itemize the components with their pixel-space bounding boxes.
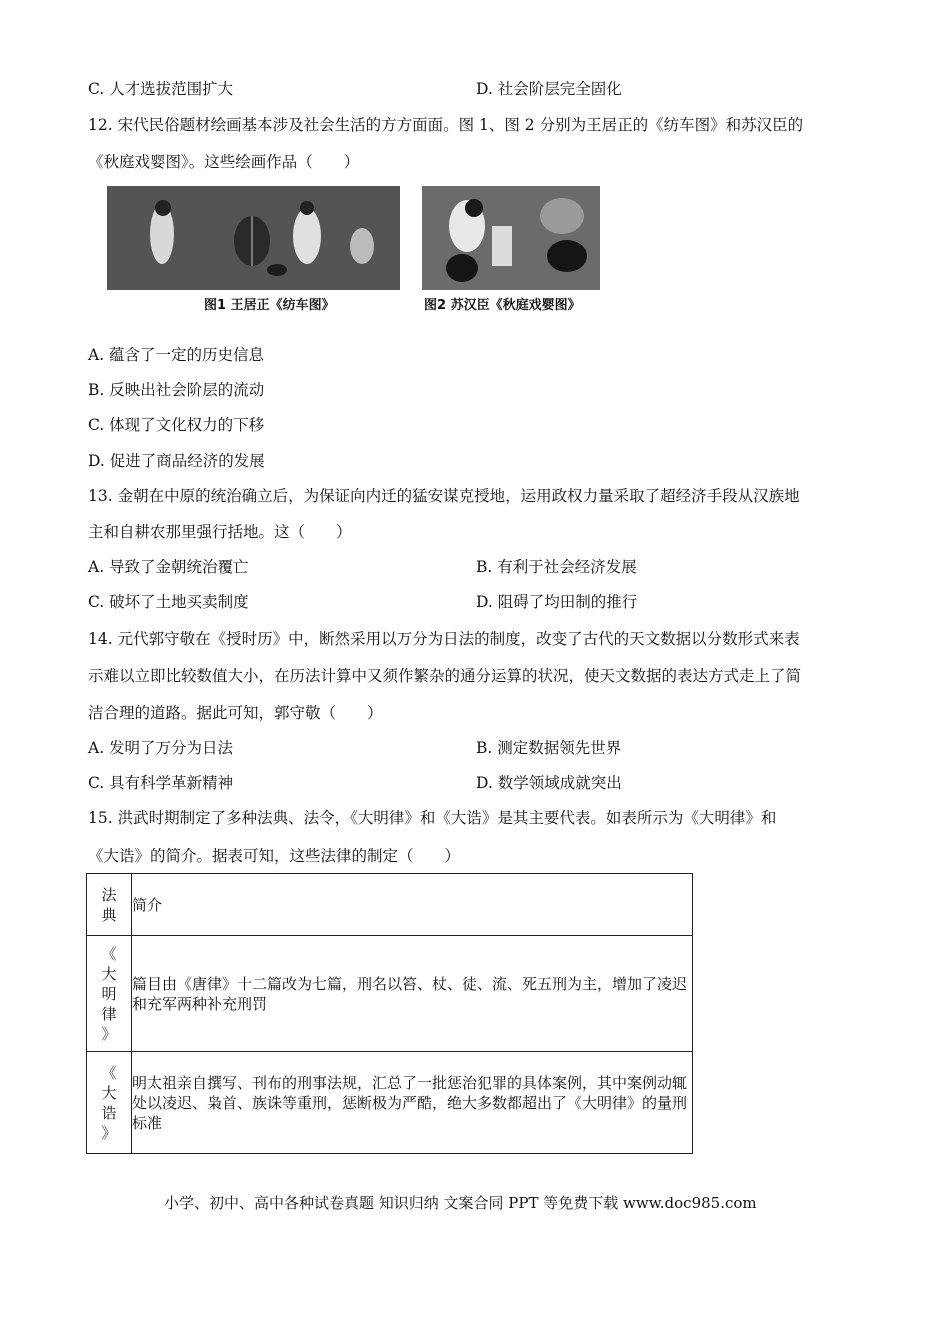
name-char: 明: [101, 984, 117, 1003]
row1-name-cell: [87, 936, 132, 1052]
q11-option-d: D. 社会阶层完全固化: [476, 80, 622, 98]
name-char: 大: [101, 1083, 117, 1102]
q13-stem-line1: 13. 金朝在中原的统治确立后，为保证向内迁的猛安谋克授地，运用政权力量采取了超经济手段从汉族地: [88, 487, 800, 505]
name-char: 《: [101, 944, 117, 963]
q12-option-d: D. 促进了商品经济的发展: [88, 452, 265, 470]
q12-stem-line1: 12. 宋代民俗题材绘画基本涉及社会生活的方方面面。图 1、图 2 分别为王居正的《纺车图》和苏汉臣的: [88, 116, 804, 134]
figure2-autumn-courtyard-painting: [422, 186, 600, 290]
name-char: 诰: [101, 1103, 117, 1122]
figure2-caption: 图2 苏汉臣《秋庭戏婴图》: [424, 298, 581, 313]
name-char: 律: [101, 1004, 117, 1023]
q13-option-a: A. 导致了金朝统治覆亡: [88, 558, 249, 576]
row2-desc-cell: 明太祖亲自撰写、刊布的刑事法规，汇总了一批惩治犯罪的具体案例，其中案例动辄处以凌迟、枭首、族诛等重刑，惩断极为严酷，绝大多数都超出了《大明律》的量刑标准: [132, 1052, 693, 1154]
q15-stem-line1: 15. 洪武时期制定了多种法典、法令，《大明律》和《大诰》是其主要代表。如表所示为《大明律》和: [88, 809, 777, 827]
q14-option-c: C. 具有科学革新精神: [88, 774, 234, 792]
q13-stem-line2: 主和自耕农那里强行括地。这（ ）: [88, 523, 352, 541]
q12-stem-line2: 《秋庭戏婴图》。这些绘画作品（ ）: [88, 153, 360, 171]
q11-option-c: C. 人才选拔范围扩大: [88, 80, 234, 98]
row1-desc-cell: 篇目由《唐律》十二篇改为七篇，刑名以笞、杖、徒、流、死五刑为主，增加了凌迟和充军两种补充刑罚: [132, 936, 693, 1052]
q14-option-d: D. 数学领域成就突出: [476, 774, 622, 792]
header-code-cell: [87, 874, 132, 936]
q12-option-c: C. 体现了文化权力的下移: [88, 416, 265, 434]
q14-stem-line2: 示难以立即比较数值大小，在历法计算中又须作繁杂的通分运算的状况，使天文数据的表达方式走上了简: [88, 667, 802, 685]
q12-option-b: B. 反映出社会阶层的流动: [88, 381, 265, 399]
q15-stem-line2: 《大诰》的简介。据表可知，这些法律的制定（ ）: [88, 847, 461, 865]
law-table: [86, 873, 693, 1154]
q12-option-a: A. 蕴含了一定的历史信息: [88, 346, 265, 364]
name-char: 《: [101, 1063, 117, 1082]
q14-option-b: B. 测定数据领先世界: [476, 739, 622, 757]
q13-option-d: D. 阻碍了均田制的推行: [476, 593, 638, 611]
name-char: 》: [101, 1024, 117, 1043]
q14-stem-line1: 14. 元代郭守敬在《授时历》中，断然采用以万分为日法的制度，改变了古代的天文数据以分数形式来表: [88, 630, 800, 648]
row2-name-cell: [87, 1052, 132, 1154]
header-char: 典: [101, 905, 117, 924]
q13-option-b: B. 有利于社会经济发展: [476, 558, 637, 576]
figure1-caption: 图1 王居正《纺车图》: [204, 298, 335, 313]
figure1-spinning-wheel-painting: [107, 186, 400, 290]
name-char: 大: [101, 964, 117, 983]
q14-stem-line3: 洁合理的道路。据此可知，郭守敬（ ）: [88, 704, 383, 722]
name-char: 》: [101, 1123, 117, 1142]
table-header-row: [87, 874, 693, 936]
footer-text: 小学、初中、高中各种试卷真题 知识归纳 文案合同 PPT 等免费下载 www.doc985.com: [164, 1194, 757, 1212]
table-row: [87, 1052, 693, 1154]
header-char: 法: [101, 885, 117, 904]
header-intro-cell: 简介: [132, 874, 693, 936]
q13-option-c: C. 破坏了土地买卖制度: [88, 593, 249, 611]
q14-option-a: A. 发明了万分为日法: [88, 739, 234, 757]
table-row: [87, 936, 693, 1052]
